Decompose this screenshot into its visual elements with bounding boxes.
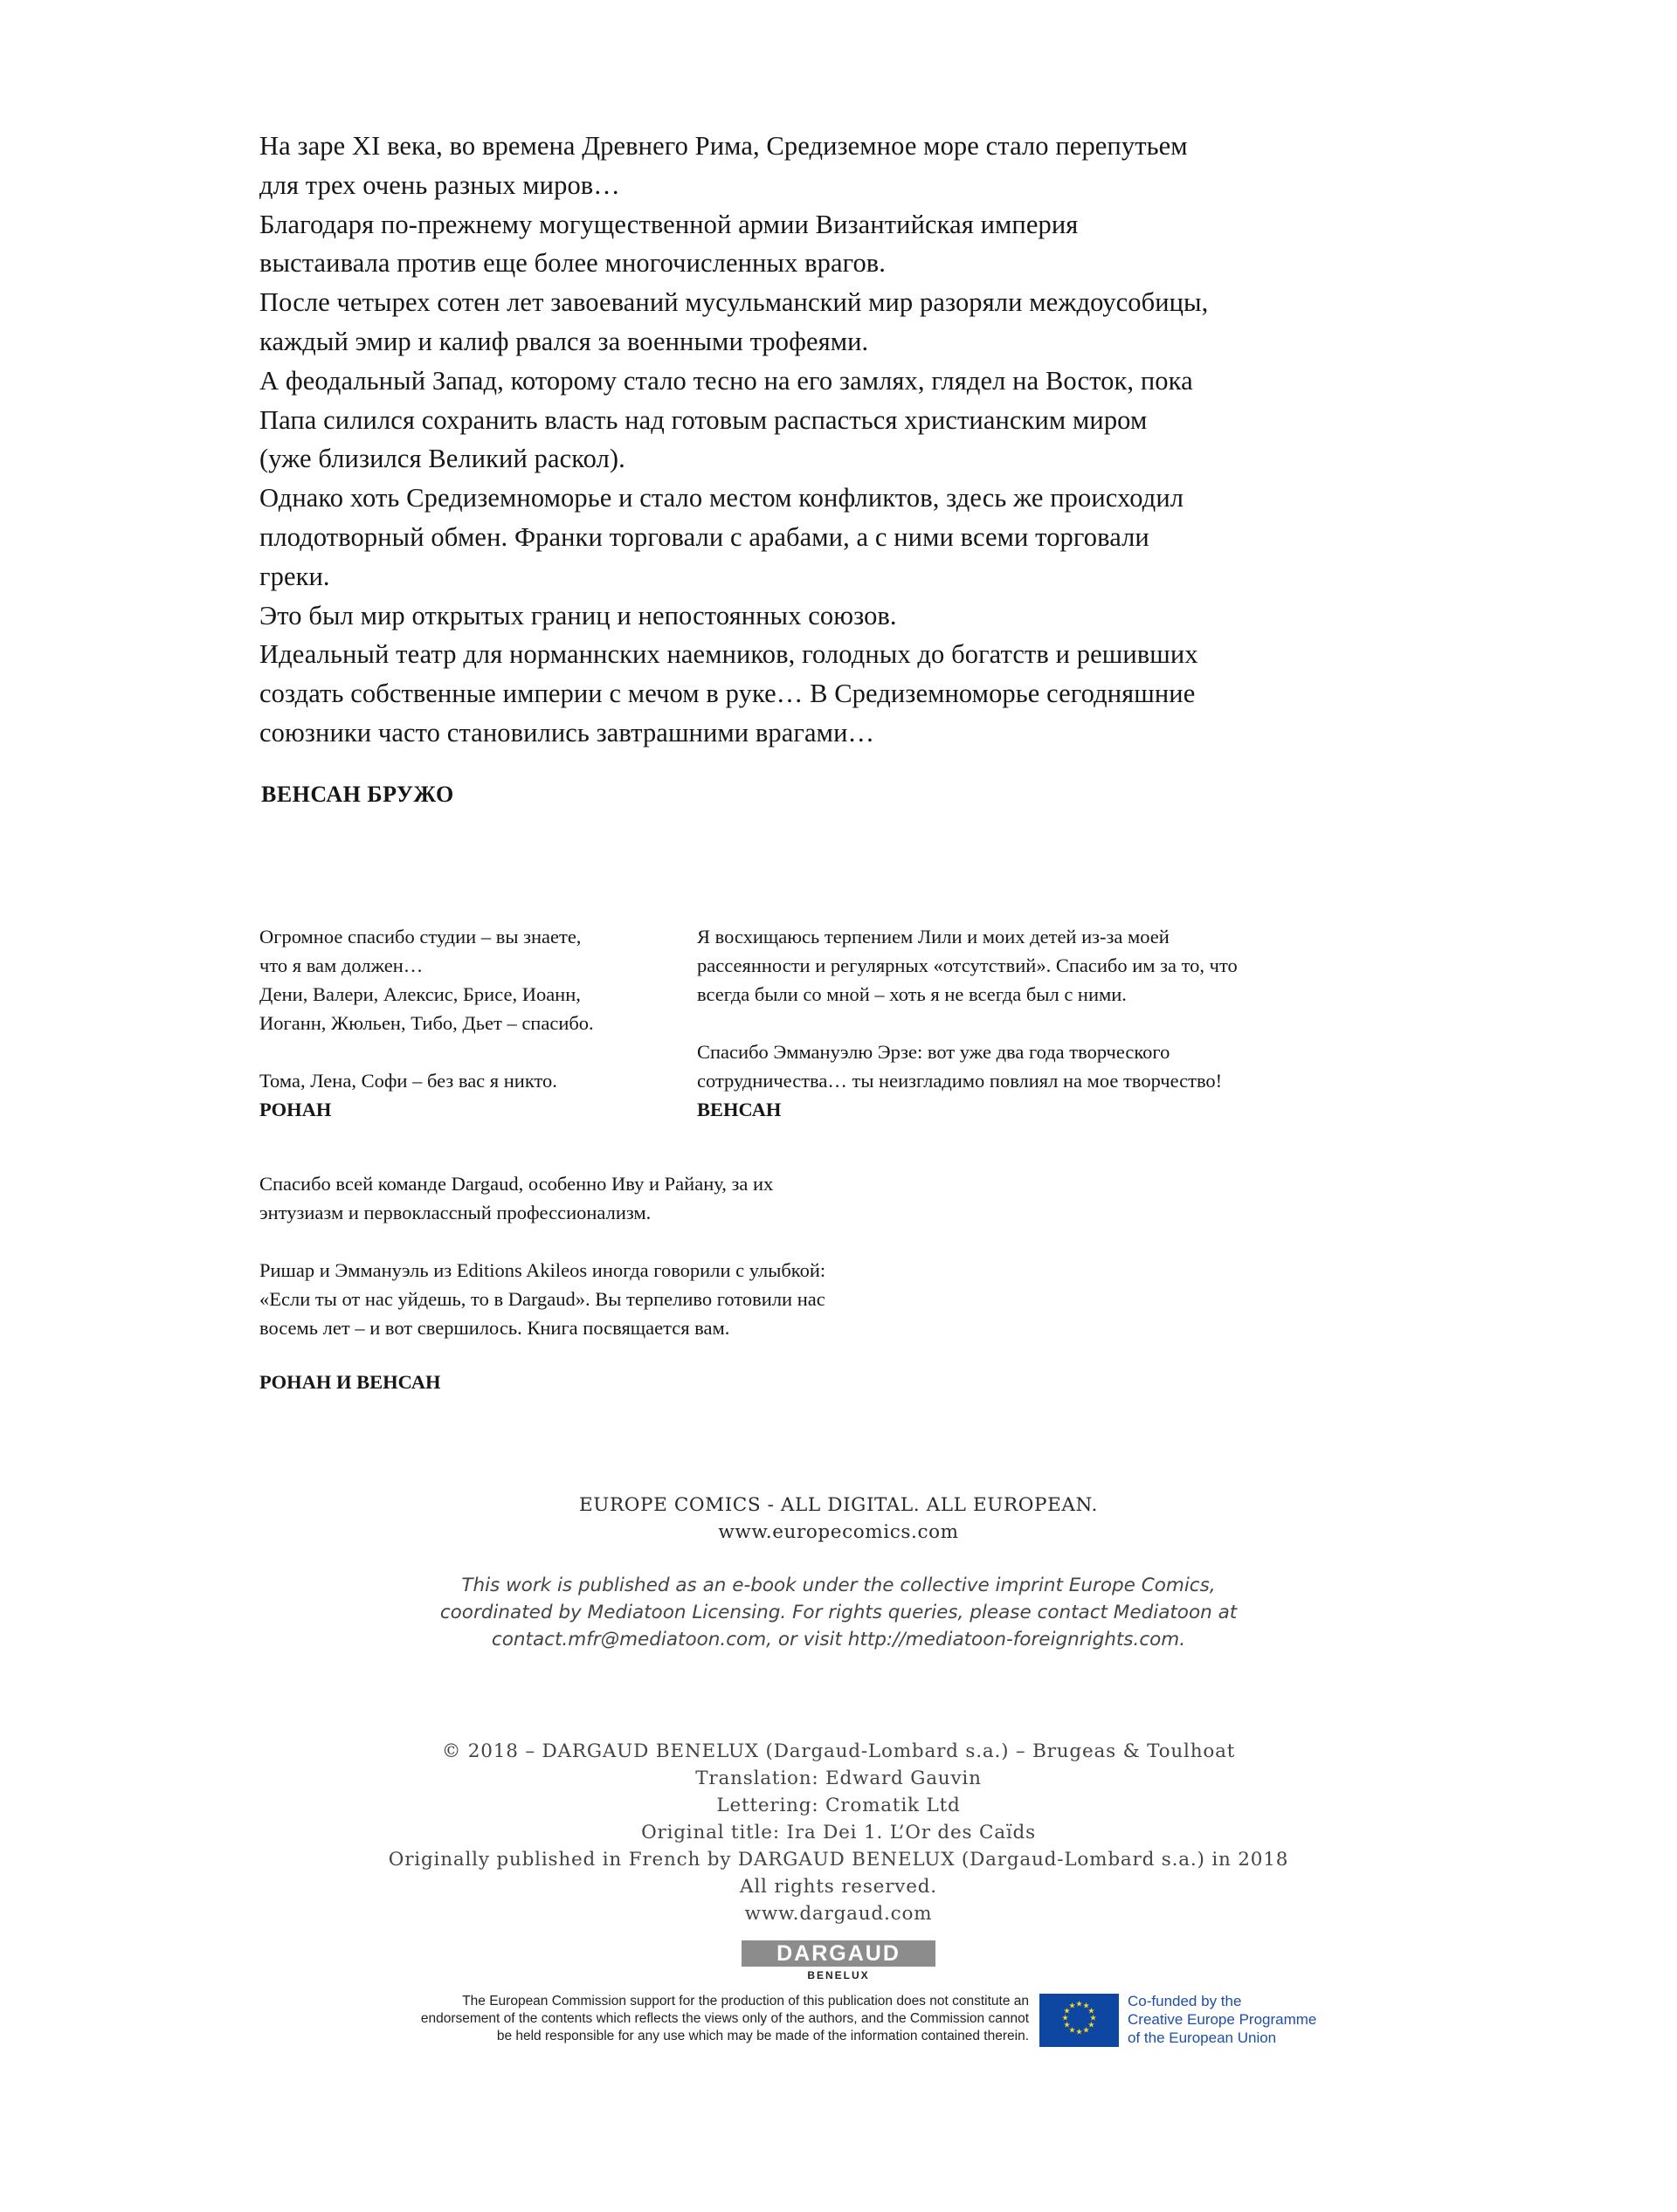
disclaimer-line: be held responsible for any use which may be made of the information contained therein. bbox=[496, 2029, 1029, 2043]
intro-signature: ВЕНСАН БРУЖО bbox=[261, 782, 454, 807]
thanks-bottom bbox=[259, 1169, 825, 1342]
credit-line: www.dargaud.com bbox=[744, 1903, 933, 1925]
intro-line: для трех очень разных миров… bbox=[259, 169, 620, 200]
eu-flag-stars bbox=[1039, 1994, 1119, 2047]
thanks-line: что я вам должен… bbox=[259, 954, 424, 976]
thanks-line: Я восхищаюсь терпением Лили и моих детей из-за моей bbox=[697, 926, 1170, 948]
legal-line: This work is published as an e-book under the collective imprint Europe Comics, bbox=[461, 1575, 1216, 1596]
intro-line: На заре XI века, во времена Древнего Рима, Средиземное море стало перепутьем bbox=[259, 131, 1188, 161]
intro-line: Однако хоть Средиземноморье и стало местом конфликтов, здесь же происходил bbox=[259, 483, 1184, 513]
legal-line: contact.mfr@mediatoon.com, or visit http://mediatoon-foreignrights.com. bbox=[491, 1629, 1186, 1650]
svg-text:★: ★ bbox=[1068, 2026, 1076, 2036]
svg-text:★: ★ bbox=[1068, 2002, 1076, 2011]
credit-line: Lettering: Cromatik Ltd bbox=[716, 1795, 961, 1816]
thanks-line: Дени, Валери, Алексис, Брисе, Иоанн, bbox=[259, 983, 581, 1005]
intro-line: После четырех сотен лет завоеваний мусульманский мир разоряли междоусобицы, bbox=[259, 287, 1209, 318]
thanks-signature: РОНАН bbox=[259, 1099, 332, 1120]
thanks-line: восемь лет – и вот свершилось. Книга посвящается вам. bbox=[259, 1317, 730, 1339]
thanks-line: Спасибо всей команде Dargaud, особенно Иву и Райану, за их bbox=[259, 1173, 774, 1195]
legal-notice bbox=[0, 1572, 1677, 1653]
intro-line: А феодальный Запад, которому стало тесно на его замлях, глядел на Восток, пока bbox=[259, 365, 1193, 396]
thanks-line: рассеянности и регулярных «отсутствий». Спасибо им за то, что bbox=[697, 954, 1238, 976]
legal-line: coordinated by Mediatoon Licensing. For rights queries, please contact Mediatoon at bbox=[439, 1602, 1238, 1623]
intro-line: (уже близился Великий раскол). bbox=[259, 444, 625, 474]
thanks-line: Тома, Лена, Софи – без вас я никто. bbox=[259, 1070, 557, 1092]
intro-line: Это был мир открытых границ и непостоянных союзов. bbox=[259, 600, 897, 631]
credits bbox=[0, 1738, 1677, 1927]
thanks-line: Огромное спасибо студии – вы знаете, bbox=[259, 926, 582, 948]
credit-line: Original title: Ira Dei 1. L’Or des Caïds bbox=[641, 1822, 1036, 1843]
thanks-signature: ВЕНСАН bbox=[697, 1099, 782, 1120]
eu-disclaimer bbox=[262, 1993, 1029, 2045]
svg-text:★: ★ bbox=[1063, 2007, 1071, 2016]
thanks-line: Иоганн, Жюльен, Тибо, Дьет – спасибо. bbox=[259, 1012, 594, 1034]
intro-line: выстаивала против еще более многочисленных врагов. bbox=[259, 248, 887, 279]
intro-line: Папа силился сохранить власть над готовым распасться христианским миром bbox=[259, 404, 1148, 435]
credit-line: All rights reserved. bbox=[740, 1876, 937, 1898]
thanks-line: Спасибо Эммануэлю Эрзе: вот уже два года творческого bbox=[697, 1041, 1170, 1063]
intro-line: создать собственные империи с мечом в руке… В Средиземноморье сегодняшние bbox=[259, 679, 1196, 709]
svg-text:★: ★ bbox=[1087, 2021, 1095, 2030]
svg-text:★: ★ bbox=[1082, 2002, 1090, 2011]
europe-comics-tagline: EUROPE COMICS - ALL DIGITAL. ALL EUROPEAN. bbox=[579, 1494, 1098, 1516]
svg-text:★: ★ bbox=[1063, 2021, 1071, 2030]
thanks-line: всегда были со мной – хоть я не всегда был с ними. bbox=[697, 983, 1127, 1005]
svg-text:★: ★ bbox=[1082, 2026, 1090, 2036]
cofunded-line: Creative Europe Programme bbox=[1128, 2011, 1317, 2028]
svg-text:★: ★ bbox=[1087, 2007, 1095, 2016]
intro-line: союзники часто становились завтрашними врагами… bbox=[259, 717, 875, 748]
eu-flag-icon bbox=[1039, 1994, 1119, 2047]
dargaud-logo: DARGAUD bbox=[742, 1940, 935, 1967]
intro-line: греки. bbox=[259, 561, 330, 591]
intro-text bbox=[259, 127, 1500, 753]
eu-cofunded-text bbox=[1128, 1992, 1316, 2047]
cofunded-line: Co-funded by the bbox=[1128, 1993, 1242, 2009]
credit-line: Originally published in French by DARGAUD BENELUX (Dargaud-Lombard s.a.) in 2018 bbox=[388, 1849, 1289, 1871]
svg-text:★: ★ bbox=[1089, 2014, 1097, 2023]
credit-line: © 2018 – DARGAUD BENELUX (Dargaud-Lombard s.a.) – Brugeas & Toulhoat bbox=[441, 1740, 1236, 1762]
thanks-line: энтузиазм и первоклассный профессионализм. bbox=[259, 1202, 652, 1223]
disclaimer-line: The European Commission support for the production of this publication does not constitute an bbox=[462, 1994, 1029, 2009]
intro-line: Идеальный театр для норманнских наемников, голодных до богатств и решивших bbox=[259, 639, 1198, 670]
europe-comics-url: www.europecomics.com bbox=[718, 1521, 959, 1543]
europe-comics-header bbox=[0, 1492, 1677, 1546]
thanks-right bbox=[697, 922, 1238, 1124]
thanks-line: «Если ты от нас уйдешь, то в Dargaud». Вы терпеливо готовили нас bbox=[259, 1288, 825, 1310]
intro-line: Благодаря по-прежнему могущественной армии Византийская империя bbox=[259, 209, 1079, 239]
intro-line: плодотворный обмен. Франки торговали с арабами, а с ними всеми торговали bbox=[259, 521, 1149, 552]
credit-line: Translation: Edward Gauvin bbox=[695, 1768, 982, 1789]
disclaimer-line: endorsement of the contents which reflects the views only of the authors, and the Commission cannot bbox=[420, 2011, 1029, 2026]
dargaud-logo-subtitle: BENELUX bbox=[807, 1969, 870, 1981]
thanks-signature: РОНАН И ВЕНСАН bbox=[259, 1371, 441, 1393]
svg-text:★: ★ bbox=[1061, 2014, 1069, 2023]
thanks-line: сотрудничества… ты неизгладимо повлиял на мое творчество! bbox=[697, 1070, 1223, 1092]
thanks-left bbox=[259, 922, 594, 1124]
svg-text:★: ★ bbox=[1075, 2000, 1083, 2009]
svg-text:★: ★ bbox=[1075, 2028, 1083, 2037]
thanks-line: Ришар и Эммануэль из Editions Akileos иногда говорили с улыбкой: bbox=[259, 1259, 826, 1281]
cofunded-line: of the European Union bbox=[1128, 2029, 1277, 2046]
intro-line: каждый эмир и калиф рвался за военными трофеями. bbox=[259, 326, 869, 356]
